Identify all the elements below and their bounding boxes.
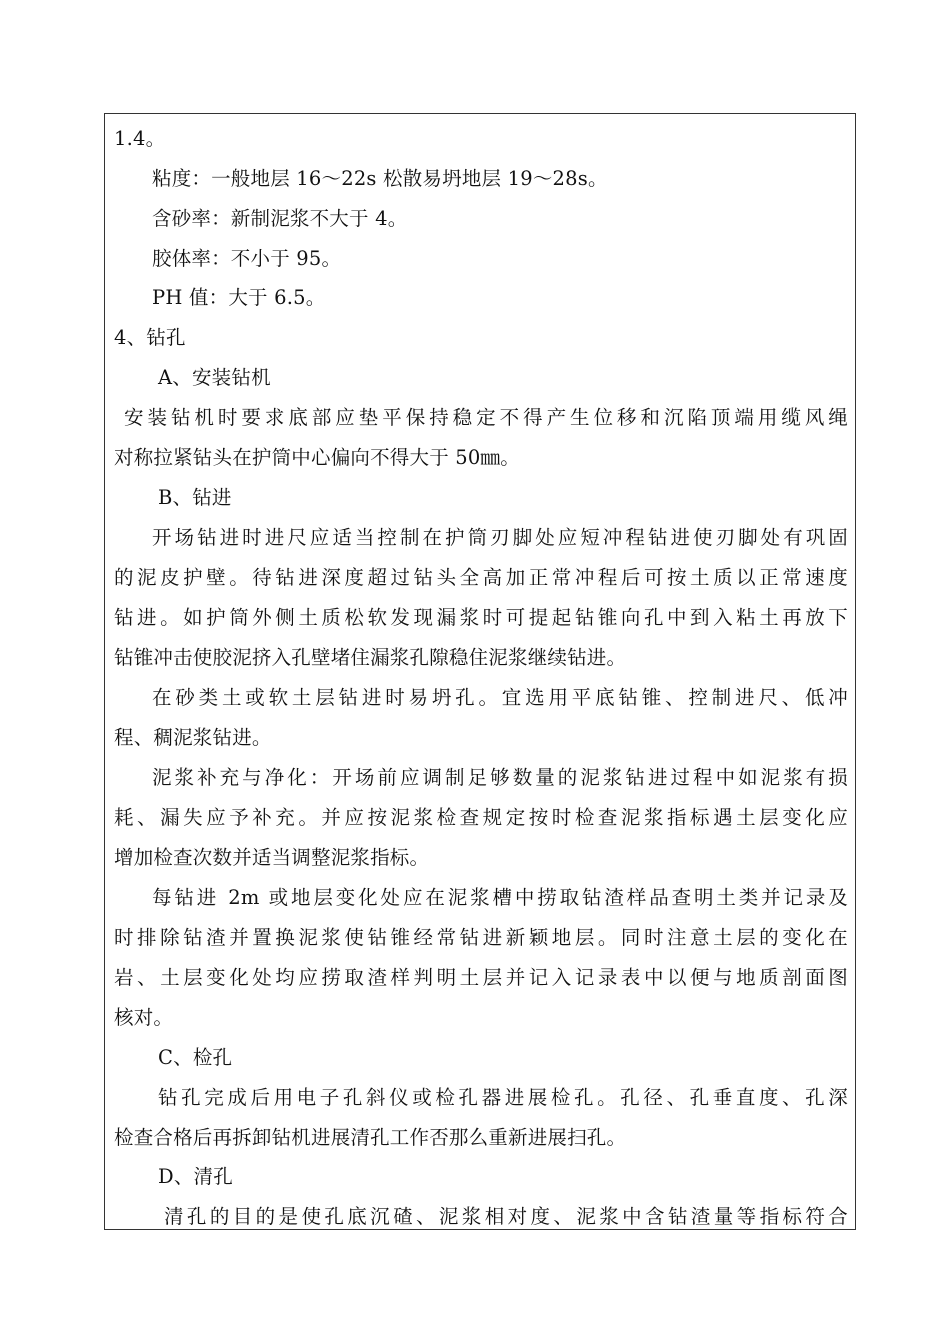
text-line: 检查合格后再拆卸钻机进展清孔工作否那么重新进展扫孔。 bbox=[114, 1126, 627, 1149]
text-line: 时排除钻渣并置换泥浆使钻锥经常钻进新颖地层。同时注意土层的变化在 bbox=[114, 926, 848, 949]
text-line: 1.4。 bbox=[114, 127, 166, 150]
text-line: 耗、漏失应予补充。并应按泥浆检查规定按时检查泥浆指标遇土层变化应 bbox=[114, 806, 848, 829]
text-line: 钻孔完成后用电子孔斜仪或检孔器进展检孔。孔径、孔垂直度、孔深 bbox=[158, 1086, 848, 1109]
text-line: 钻进。如护筒外侧土质松软发现漏浆时可提起钻锥向孔中到入粘土再放下 bbox=[114, 606, 848, 629]
text-line: 核对。 bbox=[114, 1006, 174, 1029]
text-line: 清孔的目的是使孔底沉碴、泥浆相对度、泥浆中含钻渣量等指标符合 bbox=[164, 1205, 848, 1228]
text-line: PH 值：大于 6.5。 bbox=[152, 286, 326, 309]
text-line: 对称拉紧钻头在护筒中心偏向不得大于 50㎜。 bbox=[114, 446, 520, 469]
subsection-heading: D、清孔 bbox=[158, 1165, 233, 1188]
subsection-heading: A、安装钻机 bbox=[158, 366, 271, 389]
text-line: 安装钻机时要求底部应垫平保持稳定不得产生位移和沉陷顶端用缆风绳 bbox=[124, 406, 848, 429]
text-line: 岩、土层变化处均应捞取渣样判明土层并记入记录表中以便与地质剖面图 bbox=[114, 966, 848, 989]
section-heading: 4、钻孔 bbox=[114, 326, 186, 349]
text-line: 每钻进 2m 或地层变化处应在泥浆槽中捞取钻渣样品查明土类并记录及 bbox=[152, 886, 848, 909]
text-line: 粘度：一般地层 16～22s 松散易坍地层 19～28s。 bbox=[152, 167, 608, 190]
text-line: 泥浆补充与净化：开场前应调制足够数量的泥浆钻进过程中如泥浆有损 bbox=[152, 766, 848, 789]
text-line: 含砂率：新制泥浆不大于 4。 bbox=[152, 207, 408, 230]
subsection-heading: C、检孔 bbox=[158, 1046, 233, 1069]
text-line: 程、稠泥浆钻进。 bbox=[114, 726, 272, 749]
text-line: 胶体率：不小于 95。 bbox=[152, 247, 342, 270]
subsection-heading: B、钻进 bbox=[158, 486, 232, 509]
text-line: 开场钻进时进尺应适当控制在护筒刃脚处应短冲程钻进使刃脚处有巩固 bbox=[152, 526, 848, 549]
text-line: 增加检查次数并适当调整泥浆指标。 bbox=[114, 846, 430, 869]
text-line: 的泥皮护壁。待钻进深度超过钻头全高加正常冲程后可按土质以正常速度 bbox=[114, 566, 848, 589]
text-line: 在砂类土或软土层钻进时易坍孔。宜选用平底钻锥、控制进尺、低冲 bbox=[152, 686, 848, 709]
text-line: 钻锥冲击使胶泥挤入孔壁堵住漏浆孔隙稳住泥浆继续钻进。 bbox=[114, 646, 627, 669]
